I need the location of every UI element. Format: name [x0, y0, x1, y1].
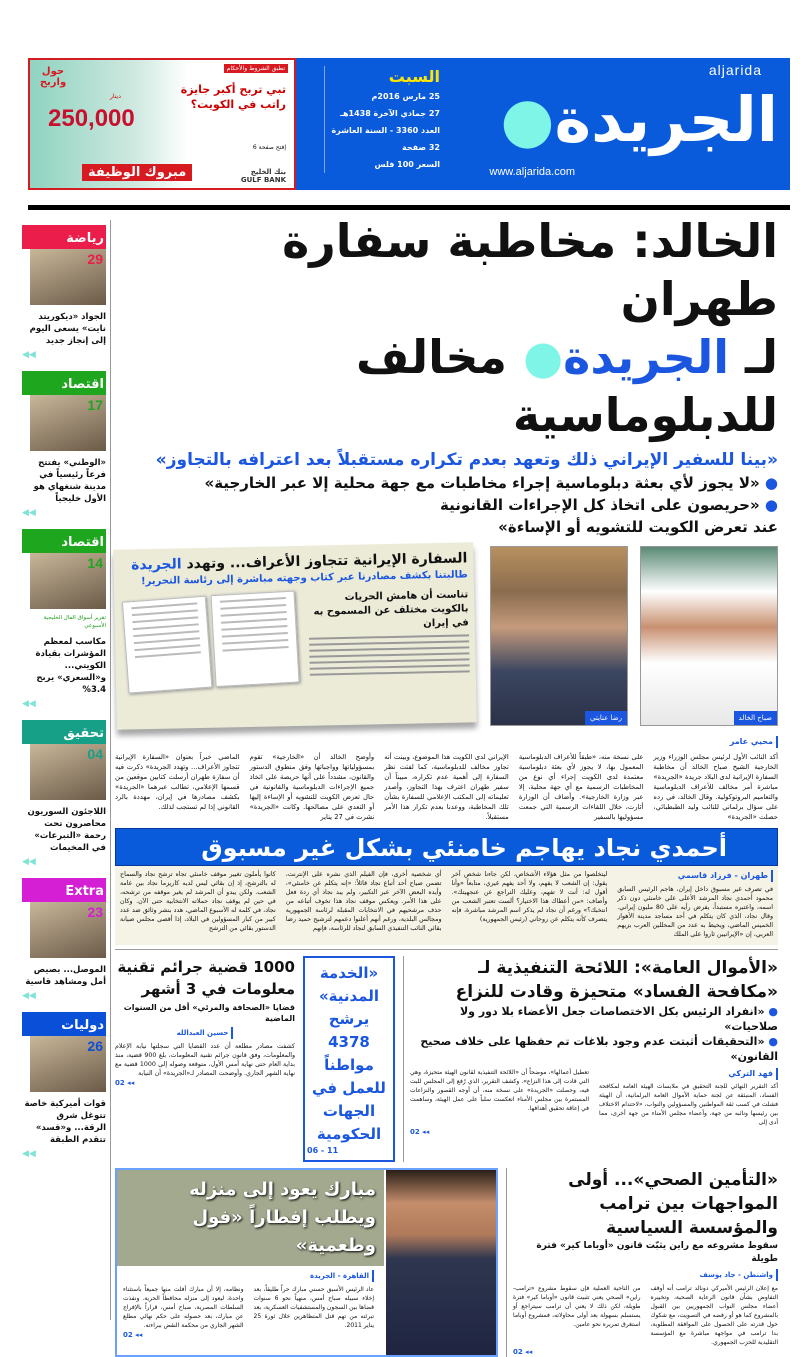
photo-reza-enayati: رضا عنايتي [490, 546, 628, 726]
sidebar-teaser[interactable] [22, 1012, 106, 1160]
gulf-bank-logo: بنك الخليج GULF BANK [240, 168, 286, 184]
teaser-photo: 26 [30, 1036, 106, 1092]
lead-bullet-2-cont: عند تعرض الكويت للتشويه أو الإساءة» [498, 518, 778, 536]
lead-byline: محيي عامر [730, 736, 778, 748]
mubarak-body [123, 1285, 374, 1330]
it-crimes-story [115, 956, 295, 1162]
mubarak-page-ref[interactable]: ◂◂ 02 [123, 1331, 143, 1339]
more-arrow-icon[interactable]: ◀◀ [22, 699, 36, 709]
body-column: مع إعلان الرئيس الأميركي دونالد ترامب أنه أوقف التفاوض بشأن قانون الرعاية الصحية، وتخييره أعضاء مجلس النواب الجمهوريين بين القبول بالمشروع كما هو أو رفضه في التصويت، مع شكوك حول قدرته على الحصول على الموافقة المطلوبة، بدا ترامب في مواجهة مباشرة مع المؤسسة التقليدية للحزب الجمهوري. [650, 1285, 778, 1346]
body-column: ونظامه، إلا أن مبارك أفلت منها جميعاً باستثناء واحدة، ليعود إلى منزله محافظاً الحرية. ونفذت السلطات المصرية، صباح أمس، قراراً بالإفراج عن مبارك، بعد حصوله على حكم نهائي مطلع الشهر الجاري من محكمة النقض ببراءته. [123, 1286, 244, 1329]
public-funds-bullet-1: ● «انفراد الرئيس بكل الاختصاصات جعل الأعضاء بلا دور ولا صلاحيات» [459, 1005, 778, 1033]
sidebar-teaser[interactable] [22, 720, 106, 868]
public-funds-body [410, 1068, 778, 1127]
section-label: اقتصاد [22, 371, 106, 395]
photo-hosni-mubarak [386, 1170, 496, 1355]
bottom-stories-row [115, 1168, 778, 1357]
ahmadinejad-headline: أحمدي نجاد يهاجم خامنئي بشكل غير مسبوق [115, 828, 778, 866]
mubarak-story [115, 1168, 498, 1357]
section-label: اقتصاد [22, 529, 106, 553]
ahmadinejad-byline: طهران - فرزاد قاسمي [678, 870, 773, 882]
clip-subtitle: طالبتنا بكشف مصادرنا عبر كتاب وجهته مباشرة إلى رئاسة التحرير! [140, 569, 468, 588]
health-insurance-body [513, 1284, 778, 1347]
newspaper-clipping-image [113, 542, 477, 729]
body-column: عاد الرئيس الأسبق حسني مبارك حراً طليقاً، بعد إخلاء سبيله صباح أمس، منهياً نحو 6 سنوات قضاها بين السجون والمستشفيات العسكرية، بعد تبرئته من تهم قتل المتظاهرين خلال ثورة 25 يناير 2011. [253, 1286, 374, 1329]
lead-body [115, 752, 778, 822]
public-funds-page-ref[interactable]: ◂◂ 02 [410, 1128, 430, 1136]
newspaper-logo: الجريدة● [500, 83, 778, 156]
lead-bullet-2: ● «حريصون على اتخاذ كل الإجراءات القانونية [439, 496, 778, 514]
body-column: وأوضح الخالد أن «الخارجية» تقوم بمسؤولياتها وواجباتها وفق منطوق الدستور والقانون، مشدداً على أنها حريصة على اتخاذ جميع الإجراءات الدبلوماسية والقانونية في حال تعرض الكويت للتشويه أو الإساءة إليها أو التعدي على مصالحها. وكانت «الجريدة» نشرت في 27 يناير [249, 753, 375, 821]
ad-terms-tag: تطبق الشروط والأحكام [224, 64, 288, 73]
body-column: أكد التقرير النهائي للجنة التحقيق في ملابسات الهيئة العامة لمكافحة الفساد، المنبثقة عن لجنة حماية الأموال العامة البرلمانية، أن الهيئة فشلت في كسب ثقة المواطنين والمسؤولين والنواب، «لاحتدام الاختلاف بين رئيسها ونائبه من جهة، وأعضاء مجلس الأمناء من جهة أخرى، مما أدى إلى [599, 1083, 778, 1126]
public-funds-story [403, 956, 778, 1162]
masthead [296, 58, 790, 190]
more-arrow-icon[interactable]: ◀◀ [22, 508, 36, 518]
lead-bullet-1: ● «لا يجوز لأي بعثة دبلوماسية إجراء مخاطبات مع جهة محلية إلا عبر الخارجية» [204, 474, 778, 492]
teaser-photo: 29 [30, 249, 106, 305]
teaser-text: اللاجئون السوريون محاصرون تحت رحمة «التبرعات» في المخيمات [27, 807, 106, 853]
health-insurance-byline: واشنطن - جاد يوسف [700, 1269, 778, 1281]
teaser-kicker: تقرير أسواق المال الخليجية الأسبوعي [43, 615, 106, 629]
health-page-ref[interactable]: ◂◂ 02 [513, 1348, 533, 1356]
it-crimes-page-ref[interactable]: ◂◂ 02 [115, 1079, 135, 1087]
ad-slogan: حول واربح [39, 66, 67, 88]
clip-title: السفارة الإيرانية تتجاوز الأعراف... وتهدد الجريدة [130, 550, 468, 574]
sidebar-teaser[interactable] [22, 225, 106, 361]
website-url[interactable]: www.aljarida.com [489, 166, 575, 178]
sidebar-teaser[interactable] [22, 529, 106, 710]
body-column: الإيراني لدى الكويت هذا الموضوع، وبينت أنه تجاوز مخالف للدبلوماسية، كما لفتت نظر السفارة إلى أهمية عدم تكراره، مبيناً أن سفير طهران اعترف بهذا التجاوز، وأصدر تعليماته إلى المكتب الإعلامي للسفارة بشأن تلك المخاطبة، ووعدنا بعدم تكرار هذا الأمر مستقبلاً. [384, 753, 509, 821]
teaser-text: الجواد «ديكوريتد نايت» يسعى اليوم إلى إنجاز جديد [29, 312, 106, 346]
ad-page-ref: إفتح صفحة 6 [252, 144, 286, 151]
body-column: تعطيل أعمالها»، موضحاً أن «اللائحة التنفيذية لقانون الهيئة متحيزة، وهي التي قادت إلى هذا النزاع». وكشف التقرير، الذي رُفع إلى المجلس للبت فيه، وحصلت «الجريدة» على نسخة منه، أن أوجه القصور والنزاعات المستمرة بين مجلس الأمناء انعكست سلباً على عمل الهيئة، وساهمت في إعاقة تحقيق أهدافها. [410, 1069, 589, 1112]
body-column: كانوا يأملون تغيير موقف خامنئي تجاه ترشح نجاد والسماح له بالترشح، إذ إن بقائي ليس لديه كاريزما نجاد بين عامة الشعب. ولكن يبدو أن المرشد لم يغير موقفه من ترشحه، في حين لم يوقف نجاد حملاته الانتخابية حتى الآن. وكان نجاد، في كلمة له الأسبوع الماضي، هدد بنشر وثائق ضد عدد كبير من كبار المسؤولين في البلاد، إذا أقصى مجلس صيانة الدستور بقائي من الترشح [120, 871, 276, 932]
public-funds-headline: «الأموال العامة»: اللائحة التنفيذية لـ «مكافحة الفساد» متحيزة وقادت للنزاع [455, 958, 778, 1002]
gulf-bank-advertisement[interactable] [28, 58, 296, 190]
issue-info: السبت 25 مارس 2016م 27 جمادي الآخرة 1438هـ العدد 3360 - السنة العاشرة 32 صفحة السعر 100 فلس [324, 66, 440, 173]
photo-sabah-al-khalid: صباح الخالد [640, 546, 778, 726]
column-divider [110, 220, 111, 1320]
public-funds-bullet-2: ● «التحقيقات أثبتت عدم وجود بلاغات تم حفظها على خلاف صحيح القانون» [420, 1035, 778, 1063]
mubarak-headline: مبارك يعود إلى منزله ويطلب إفطاراً «فول وطعمية» [189, 1179, 376, 1256]
section-label: Extra [22, 878, 106, 902]
body-column: أكد النائب الأول لرئيس مجلس الوزراء وزير الخارجية الشيخ صباح الخالد أن مخاطبة السفارة الإيرانية لدى البلاد جريدة «الجريدة» مباشرة أمر مخالف للأعراف الدبلوماسية والتعاميم البروتوكولية. وقال الخالد، في رده على سؤال برلماني للنائب وليد الطبطبائي، حصلت «الجريدة» [653, 753, 778, 821]
health-insurance-story [506, 1168, 778, 1357]
sidebar-teasers [22, 225, 106, 1160]
teaser-text: قوات أميركية خاصة تتوغل شرق الرقة... و«قسد» تتقدم الطبقة [24, 1099, 106, 1145]
body-column: على نسخة منه، «طبقاً للأعراف الدبلوماسية المعمول بها، لا يجوز لأي بعثة دبلوماسية معتمدة لدى الكويت إجراء أي نوع من المخاطبات الرسمية مع أي جهة محلية، إلا عبر وزارة الخارجية». وأضاف أن الوزارة أثارت، خلال اللقاءات الرسمية التي جمعت مسؤوليها بالسفير [518, 753, 644, 821]
teaser-photo: 23 [30, 902, 106, 958]
teaser-text: مكاسب لمعظم المؤشرات بقيادة الكويتي... و«السعري» يربح 3.4% [35, 637, 106, 695]
body-column: ليتخلصوا من مثل هؤلاء الأشخاص، لكن جاءنا شخص آخر يقول: إن الشعب لا يفهم، ولا أحد يفهم غيري، متابعاً «وأنا أقول له: أنت لا تفهم، وعليك التراجع عن عنجهيتك». وأضاف: «من أعطاك هذا الاختيار؟ ألست تعتبر الشعب من انتخبك؟» ورغم أن نجاد لم يذكر اسم المرشد مباشرة، فإنه يتصرف كأنه يتكلم عن روحاني (رئيس الجمهورية) [451, 871, 608, 923]
it-crimes-subhead: قضايا «الصحافة والمرئي» أقل من السنوات الماضية [123, 1003, 295, 1023]
public-funds-byline: فهد التركي [728, 1068, 778, 1080]
teaser-text: «الوطني» يفتتح فرعاً رئيسياً في مدينة شنغهاي هو الأول خليجياً [33, 458, 106, 504]
it-crimes-body: كشفت مصادر مطلعة أن عدد القضايا التي سجلتها نيابة الإعلام والمعلومات، وفق قانون جرائم تقنية المعلومات، بلغ 900 قضية، منذ بداية العام حتى نهاية أمس الأول، متوقعة وصوله إلى 1000 قضية مع نهاية الشهر الجاري. وأوضحت المصادر لـ«الجريدة» أن النيابة [115, 1043, 295, 1077]
ad-cta: مبروك الوظيفة [82, 164, 192, 181]
clip-bullet: تناست أن هامش الحريات بالكويت مختلف عن المسموح به في إيران [313, 589, 469, 630]
more-arrow-icon[interactable]: ◀◀ [22, 991, 36, 1001]
lead-image-row [115, 546, 778, 734]
middle-stories-row [115, 949, 778, 1162]
civil-service-teaser[interactable] [303, 956, 395, 1162]
more-arrow-icon[interactable]: ◀◀ [22, 350, 36, 360]
mubarak-byline: القاهرة - الجريدة [310, 1270, 374, 1282]
body-column: الماضي خبراً بعنوان «السفارة الإيرانية تتجاوز الأعراف... وتهدد الجريدة» ذكرت فيه أن سفارة طهران أرسلت كتابين موقعين من قسمها الإعلامي، تطالب عبرهما «الجريدة» بكشف مصادرها في إيران، مهددة بالرد القانوني إذا لم تستجب لذلك. [115, 753, 240, 811]
lead-headline-line-1: الخالد: مخاطبة سفارة طهران [282, 214, 778, 326]
health-insurance-subhead: سقوط مشروعه مع راين يثبّت قانون «أوباما كير» فترة طويلة [536, 1241, 778, 1264]
civil-service-text: «الخدمة المدنية» يرشح 4378 مواطناً للعمل في الجهات الحكومية [312, 964, 386, 1143]
body-column: من الناحية العملية فإن سقوط مشروع «ترامب- راين» الصحي يعني تثبيت قانون «أوباما كير» فترة طويلة، لكن ذلك لا يعني أن ترامب سيتراجع أو يستسلم بسهولة بعد أولى محاولاته، فمشروع أوباما استغرق تمريره نحو عامين. [513, 1285, 641, 1328]
ad-question: تبي تربح أكبر جايزة راتب في الكويت؟ [180, 83, 286, 111]
it-crimes-headline: 1000 قضية جرائم تقنية معلومات في 3 أشهر [117, 958, 295, 998]
teaser-photo: 17 [30, 395, 106, 451]
ad-currency: دينار [110, 93, 121, 100]
teaser-text: الموصل... بصيص أمل ومشاهد قاسية [25, 965, 106, 987]
main-column [115, 212, 778, 1357]
more-arrow-icon[interactable]: ◀◀ [22, 1149, 36, 1159]
more-arrow-icon[interactable]: ◀◀ [22, 857, 36, 867]
lead-subhead: «بينا للسفير الإيراني ذلك وتعهد بعدم تكراره مستقبلاً بعد اعترافه بالتجاوز» [155, 450, 778, 470]
letter-documents [120, 592, 303, 724]
section-label: تحقيق [22, 720, 106, 744]
ad-amount: 250,000 [48, 105, 135, 132]
masthead-rule [28, 205, 790, 210]
body-column: أي شخصية أخرى، فإن الفيلم الذي نشره على الإنترنت، تضمن صياح أحد أتباع نجاد قائلاً: «إنه يتكلم عن خامنئي»، وأيده البعض الآخر عبر التكبير، ولم يبد نجاد أي ردة فعل على هذا الأمر. ويعكس موقف نجاد هذا تخوف أتباعه من حذف مرشحيهم في الانتخابات المقبلة لرئاسة الجمهورية ومجالس البلدية، ورغم أنهم أعلنوا دعمهم لترشيح حميد رضا بقائي النائب التنفيذي السابق لنجاد للرئاسة، فإنهم [285, 871, 442, 932]
section-label: رياضة [22, 225, 106, 249]
sidebar-teaser[interactable] [22, 878, 106, 1002]
teaser-photo: 04 [30, 744, 106, 800]
logo-latin: aljarida [708, 62, 762, 78]
section-label: دوليات [22, 1012, 106, 1036]
health-insurance-headline: «التأمين الصحي»... أولى المواجهات بين ترامب والمؤسسة السياسية [568, 1170, 778, 1238]
lead-headline-line-2: لـ الجريدة● مخالف للدبلوماسية [356, 330, 778, 442]
body-column: في تصرف غير مسبوق داخل إيران، هاجم الرئيس السابق محمود أحمدي نجاد المرشد الأعلى علي خامنئي دون ذكر اسمه، واعتبره مستبداً، يفرض رأيه على 80 مليون إيراني. وقال نجاد، الذي كان يتكلم في أحد مساجد مدينة الأهواز الخميس الماضي، ويحيط به عدد من المحللين العرب بزيهم العربي، إن «الإيرانيين ثاروا على الملك [617, 886, 774, 938]
it-crimes-byline: حسين العبدالله [177, 1027, 234, 1039]
ahmadinejad-story [115, 866, 778, 945]
sidebar-teaser[interactable] [22, 371, 106, 519]
teaser-photo: 14 [30, 553, 106, 609]
civil-service-page-ref: 11 - 06 [307, 1146, 339, 1155]
